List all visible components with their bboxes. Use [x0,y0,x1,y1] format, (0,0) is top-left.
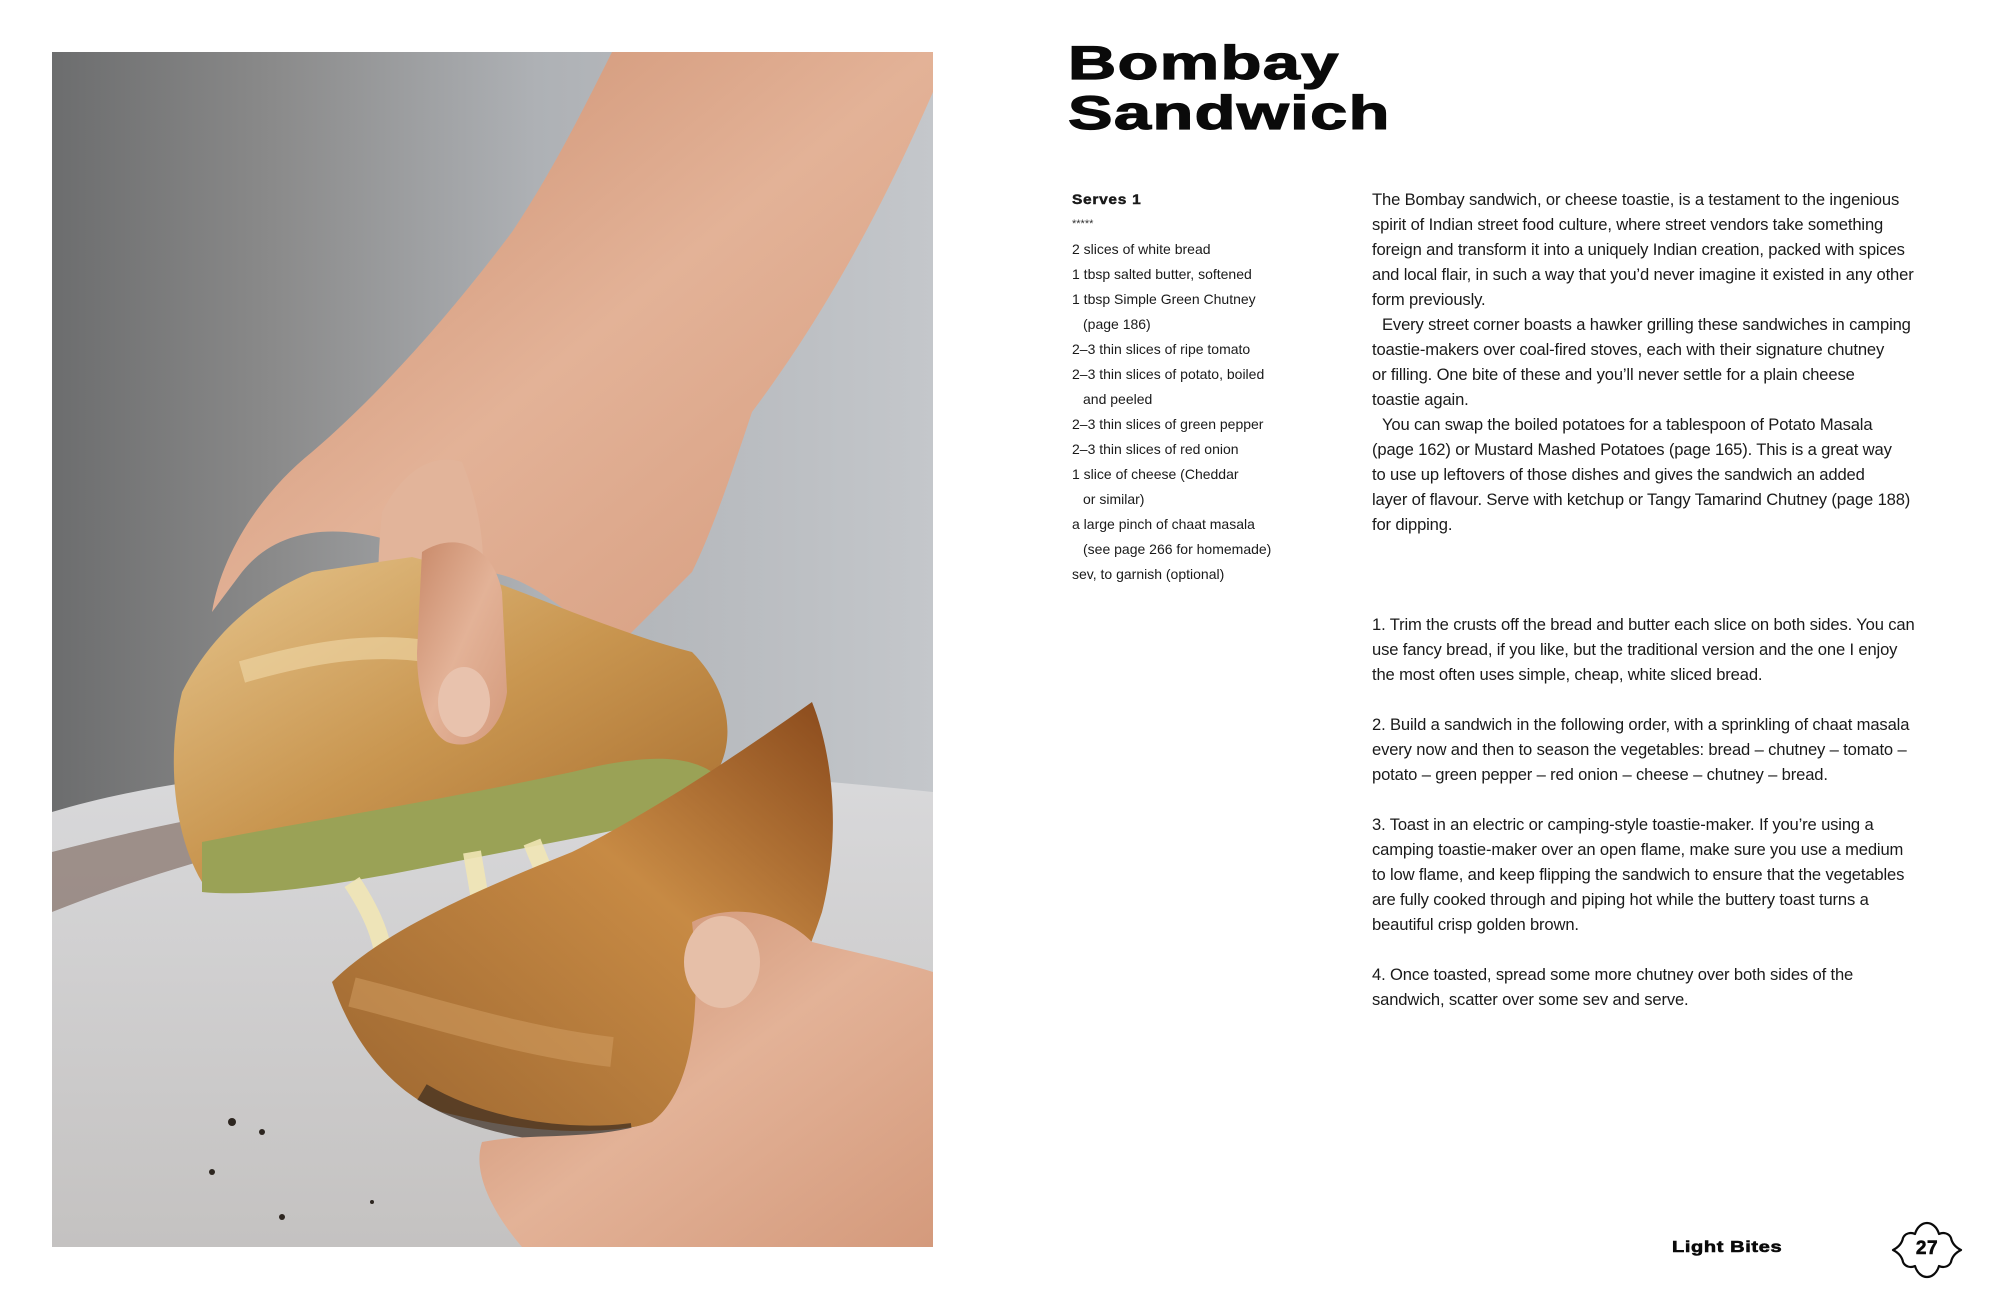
text-line: the most often uses simple, cheap, white sliced bread. [1372,665,1763,684]
text-line: and local flair, in such a way that you’d never imagine it existed in any other [1372,265,1914,284]
text-line: 1. Trim the crusts off the bread and butter each slice on both sides. You can [1372,615,1915,634]
text-line: 4. Once toasted, spread some more chutney over both sides of the [1372,965,1854,984]
ingredient-item: a large pinch of chaat masala [1072,516,1255,532]
ingredient-item: 2–3 thin slices of green pepper [1072,416,1264,432]
text-line: 2. Build a sandwich in the following order, with a sprinkling of chaat masala [1372,715,1910,734]
serves-label-row [1072,187,1332,212]
recipe-title-line-1: Bombay [1068,36,1340,89]
intro-paragraph-1 [1372,187,1972,312]
intro-paragraph-3 [1372,412,1972,537]
ingredient-item-continuation: (see page 266 for homemade) [1083,541,1272,557]
text-line: toastie again. [1372,390,1469,409]
chapter-name: Light Bites [1672,1239,1783,1256]
method-step-2 [1372,712,1972,787]
text-line: beautiful crisp golden brown. [1372,915,1579,934]
text-line: sandwich, scatter over some sev and serve. [1372,990,1689,1009]
text-line: potato – green pepper – red onion – cheese – chutney – bread. [1372,765,1828,784]
ingredient-item: 2–3 thin slices of red onion [1072,441,1239,457]
ingredient-item: 2–3 thin slices of ripe tomato [1072,341,1251,357]
text-line: or filling. One bite of these and you’ll never settle for a plain cheese [1372,365,1855,384]
text-line: camping toastie-maker over an open flame, make sure you use a medium [1372,840,1904,859]
text-line: Every street corner boasts a hawker grilling these sandwiches in camping [1382,315,1911,334]
text-line: toastie-makers over coal-fired stoves, each with their signature chutney [1372,340,1885,359]
ingredient-item-continuation: or similar) [1083,491,1145,507]
text-line: foreign and transform it into a uniquely Indian creation, packed with spices [1372,240,1905,259]
ingredient-item: 1 slice of cheese (Cheddar [1072,466,1239,482]
page-number: 27 [1915,1238,1939,1259]
text-line: to use up leftovers of those dishes and gives the sandwich an added [1372,465,1865,484]
text-line: The Bombay sandwich, or cheese toastie, is a testament to the ingenious [1372,190,1900,209]
text-line: every now and then to season the vegetables: bread – chutney – tomato – [1372,740,1907,759]
ingredients-column [1072,187,1332,587]
method-step-3 [1372,812,1972,937]
text-line: You can swap the boiled potatoes for a tablespoon of Potato Masala [1382,415,1873,434]
intro-paragraph-2 [1372,312,1972,412]
recipe-title [1068,38,1391,138]
text-line: spirit of Indian street food culture, where street vendors take something [1372,215,1884,234]
text-line: to low flame, and keep flipping the sandwich to ensure that the vegetables [1372,865,1905,884]
sandwich-photo-illustration [52,52,933,1247]
text-line: 3. Toast in an electric or camping-style toastie-maker. If you’re using a [1372,815,1874,834]
ingredient-item: 2 slices of white bread [1072,241,1211,257]
recipe-body-column [1372,187,1972,1037]
ingredient-item: sev, to garnish (optional) [1072,566,1225,582]
ingredient-item-continuation: and peeled [1083,391,1153,407]
page-number-badge [1891,1221,1963,1279]
ingredient-item: 2–3 thin slices of potato, boiled [1072,366,1265,382]
recipe-intro [1372,187,1972,537]
ingredient-item: 1 tbsp salted butter, softened [1072,266,1252,282]
ingredient-item: 1 tbsp Simple Green Chutney [1072,291,1256,307]
text-line: layer of flavour. Serve with ketchup or Tangy Tamarind Chutney (page 188) [1372,490,1911,509]
recipe-title-line-2: Sandwich [1068,86,1391,139]
ingredient-item-continuation: (page 186) [1083,316,1151,332]
divider-stars: ***** [1072,218,1094,230]
method-steps [1372,612,1972,1012]
recipe-photo [52,52,933,1247]
method-step-1 [1372,612,1972,687]
text-line: for dipping. [1372,515,1453,534]
text-line: are fully cooked through and piping hot while the buttery toast turns a [1372,890,1869,909]
text-line: form previously. [1372,290,1486,309]
method-step-4 [1372,962,1972,1012]
text-line: use fancy bread, if you like, but the traditional version and the one I enjoy [1372,640,1898,659]
serves-label: Serves 1 [1072,192,1142,207]
text-line: (page 162) or Mustard Mashed Potatoes (page 165). This is a great way [1372,440,1892,459]
